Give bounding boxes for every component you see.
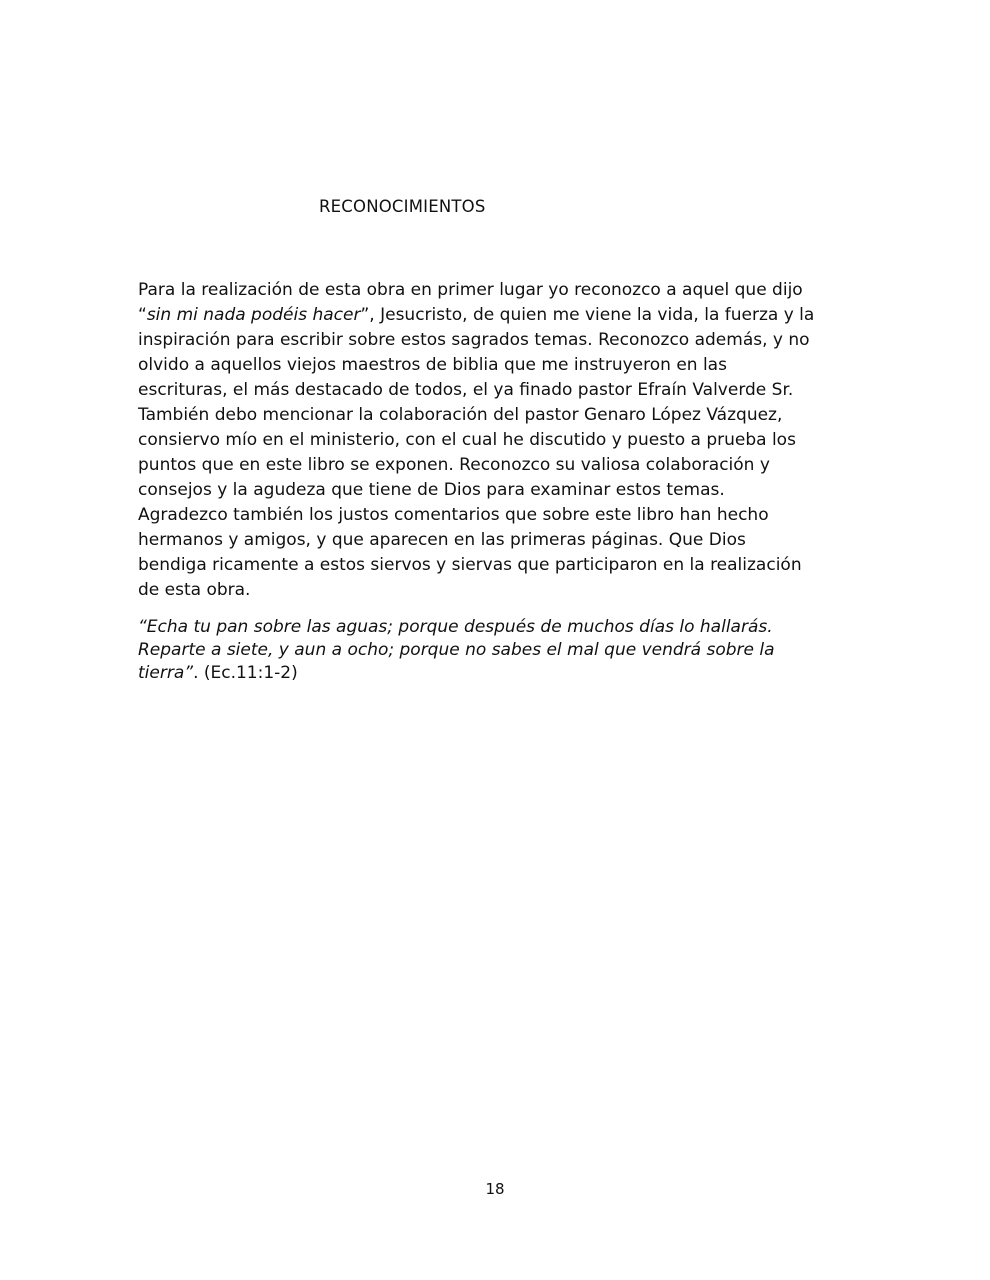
paragraph-line-rest: ”, Jesucristo, de quien me viene la vida, la fuerza y la bbox=[360, 305, 815, 325]
scripture-quote bbox=[138, 616, 858, 685]
scripture-reference: . (Ec.11:1-2) bbox=[193, 663, 298, 683]
paragraph-line: de esta obra. bbox=[138, 580, 251, 600]
paragraph-line bbox=[138, 303, 858, 328]
quote-line: “Echa tu pan sobre las aguas; porque después de muchos días lo hallarás. bbox=[138, 617, 773, 637]
paragraph-line: También debo mencionar la colaboración del pastor Genaro López Vázquez, bbox=[138, 405, 783, 425]
page-title: RECONOCIMIENTOS bbox=[319, 197, 486, 216]
paragraph-line: Para la realización de esta obra en primer lugar yo reconozco a aquel que dijo bbox=[138, 280, 803, 300]
page-number: 18 bbox=[485, 1180, 505, 1198]
paragraph-line: puntos que en este libro se exponen. Reconozco su valiosa colaboración y bbox=[138, 455, 770, 475]
paragraph-line: inspiración para escribir sobre estos sagrados temas. Reconozco además, y no bbox=[138, 330, 810, 350]
acknowledgements-paragraph bbox=[138, 278, 858, 603]
open-quote: “ bbox=[138, 305, 147, 325]
paragraph-line: consejos y la agudeza que tiene de Dios para examinar estos temas. bbox=[138, 480, 725, 500]
paragraph-line: consiervo mío en el ministerio, con el cual he discutido y puesto a prueba los bbox=[138, 430, 796, 450]
quote-line bbox=[138, 662, 858, 685]
quote-line-italic: tierra” bbox=[138, 663, 194, 683]
paragraph-line: bendiga ricamente a estos siervos y siervas que participaron en la realización bbox=[138, 555, 802, 575]
paragraph-line: hermanos y amigos, y que aparecen en las primeras páginas. Que Dios bbox=[138, 530, 746, 550]
paragraph-line: Agradezco también los justos comentarios que sobre este libro han hecho bbox=[138, 505, 769, 525]
italic-citation: sin mi nada podéis hacer bbox=[146, 305, 361, 325]
quote-line: Reparte a siete, y aun a ocho; porque no sabes el mal que vendrá sobre la bbox=[138, 640, 775, 660]
paragraph-line: escrituras, el más destacado de todos, el ya finado pastor Efraín Valverde Sr. bbox=[138, 380, 794, 400]
paragraph-line: olvido a aquellos viejos maestros de biblia que me instruyeron en las bbox=[138, 355, 727, 375]
